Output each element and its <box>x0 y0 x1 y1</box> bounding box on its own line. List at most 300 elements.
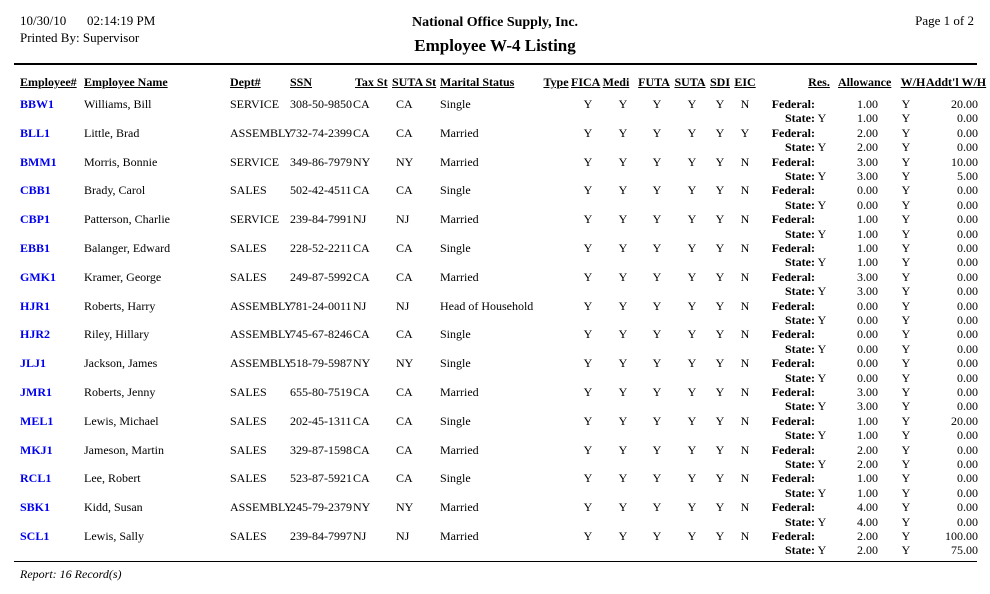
federal-wh-flag: Y <box>901 125 911 140</box>
state-label: State: <box>785 312 815 327</box>
ssn: 502-42-4511 <box>290 183 352 198</box>
state-wh-flag: Y <box>901 341 911 356</box>
eic-flag: N <box>740 240 750 255</box>
page-number: Page 1 of 2 <box>915 13 974 28</box>
employee-id-link[interactable]: BMM1 <box>20 154 57 169</box>
dept-number: SERVICE <box>230 212 280 227</box>
medi-flag: Y <box>618 298 628 313</box>
state-allowance: 2.00 <box>857 140 878 155</box>
employee-federal-line <box>0 155 990 169</box>
employee-name: Balanger, Edward <box>84 240 171 255</box>
state-label: State: <box>785 341 815 356</box>
federal-label: Federal: <box>771 384 815 399</box>
employee-record <box>0 155 990 184</box>
federal-allowance: 1.00 <box>857 97 878 111</box>
medi-flag: Y <box>618 528 628 543</box>
fica-flag: Y <box>583 500 593 515</box>
sdi-flag: Y <box>715 500 725 515</box>
state-allowance: 0.00 <box>857 370 878 385</box>
suta-flag: Y <box>687 500 697 515</box>
dept-number: ASSEMBLY <box>230 356 293 371</box>
medi-flag: Y <box>618 269 628 284</box>
sdi-flag: Y <box>715 212 725 227</box>
state-label: State: <box>785 111 815 126</box>
employee-name: Patterson, Charlie <box>84 212 170 227</box>
suta-state: CA <box>396 413 413 428</box>
employee-state-line <box>0 371 990 385</box>
marital-status: Married <box>440 500 479 515</box>
state-addtl-wh: 0.00 <box>957 226 978 241</box>
employee-state-line <box>0 313 990 327</box>
employee-name: Jackson, James <box>84 356 158 371</box>
column-header-row <box>0 75 990 92</box>
federal-addtl-wh: 0.00 <box>957 269 978 284</box>
col-header-addtl-wh: Addt'l W/H <box>926 75 987 89</box>
employee-federal-line <box>0 270 990 284</box>
federal-allowance: 2.00 <box>857 528 878 543</box>
col-header-type: Type <box>543 75 569 89</box>
state-res-flag: Y <box>817 399 827 414</box>
federal-allowance: 4.00 <box>857 500 878 515</box>
employee-id-link[interactable]: SBK1 <box>20 500 51 515</box>
federal-addtl-wh: 0.00 <box>957 240 978 255</box>
federal-label: Federal: <box>771 413 815 428</box>
footer-divider <box>14 561 977 562</box>
suta-state: NJ <box>396 528 410 543</box>
eic-flag: N <box>740 154 750 169</box>
futa-flag: Y <box>652 528 662 543</box>
state-addtl-wh: 0.00 <box>957 111 978 126</box>
eic-flag: N <box>740 384 750 399</box>
printed-by-label: Printed By: <box>20 30 80 45</box>
state-wh-flag: Y <box>901 255 911 270</box>
futa-flag: Y <box>652 97 662 111</box>
marital-status: Single <box>440 97 471 111</box>
fica-flag: Y <box>583 240 593 255</box>
marital-status: Single <box>440 471 471 486</box>
federal-wh-flag: Y <box>901 240 911 255</box>
dept-number: ASSEMBLY <box>230 327 293 342</box>
federal-allowance: 0.00 <box>857 298 878 313</box>
federal-allowance: 1.00 <box>857 240 878 255</box>
sdi-flag: Y <box>715 442 725 457</box>
medi-flag: Y <box>618 183 628 198</box>
state-addtl-wh: 75.00 <box>951 543 978 558</box>
state-addtl-wh: 0.00 <box>957 485 978 500</box>
federal-label: Federal: <box>771 183 815 198</box>
state-wh-flag: Y <box>901 399 911 414</box>
eic-flag: N <box>740 327 750 342</box>
state-allowance: 0.00 <box>857 312 878 327</box>
federal-wh-flag: Y <box>901 500 911 515</box>
suta-state: CA <box>396 97 413 111</box>
employee-federal-line <box>0 356 990 370</box>
state-allowance: 0.00 <box>857 197 878 212</box>
federal-wh-flag: Y <box>901 269 911 284</box>
employee-record <box>0 529 990 558</box>
employee-name: Roberts, Jenny <box>84 384 156 399</box>
employee-federal-line <box>0 212 990 226</box>
state-allowance: 0.00 <box>857 341 878 356</box>
state-label: State: <box>785 140 815 155</box>
employee-state-line <box>0 428 990 442</box>
fica-flag: Y <box>583 125 593 140</box>
suta-flag: Y <box>687 528 697 543</box>
ssn: 239-84-7991 <box>290 212 352 227</box>
suta-state: CA <box>396 442 413 457</box>
employee-federal-line <box>0 241 990 255</box>
federal-addtl-wh: 0.00 <box>957 384 978 399</box>
suta-flag: Y <box>687 298 697 313</box>
federal-addtl-wh: 10.00 <box>951 154 978 169</box>
state-label: State: <box>785 226 815 241</box>
marital-status: Single <box>440 327 471 342</box>
ssn: 329-87-1598 <box>290 442 352 457</box>
employee-name: Riley, Hillary <box>84 327 150 342</box>
federal-wh-flag: Y <box>901 154 911 169</box>
state-allowance: 1.00 <box>857 428 878 443</box>
report-rows <box>0 97 990 558</box>
eic-flag: N <box>740 356 750 371</box>
federal-wh-flag: Y <box>901 97 911 111</box>
federal-label: Federal: <box>771 528 815 543</box>
employee-id-link[interactable]: JMR1 <box>20 384 52 399</box>
state-wh-flag: Y <box>901 111 911 126</box>
employee-name: Lee, Robert <box>84 471 141 486</box>
state-label: State: <box>785 485 815 500</box>
col-header-marital-status: Marital Status <box>440 75 515 89</box>
employee-record <box>0 183 990 212</box>
employee-federal-line <box>0 97 990 111</box>
federal-addtl-wh: 0.00 <box>957 356 978 371</box>
employee-federal-line <box>0 529 990 543</box>
employee-state-line <box>0 457 990 471</box>
col-header-dept-number: Dept# <box>230 75 261 89</box>
federal-wh-flag: Y <box>901 471 911 486</box>
fica-flag: Y <box>583 528 593 543</box>
suta-flag: Y <box>687 442 697 457</box>
state-res-flag: Y <box>817 312 827 327</box>
employee-federal-line <box>0 443 990 457</box>
medi-flag: Y <box>618 97 628 111</box>
report-title: Employee W-4 Listing <box>414 36 576 55</box>
employee-id-link[interactable]: JLJ1 <box>20 356 47 371</box>
tax-state: NJ <box>353 528 367 543</box>
state-res-flag: Y <box>817 428 827 443</box>
fica-flag: Y <box>583 356 593 371</box>
federal-allowance: 3.00 <box>857 269 878 284</box>
federal-allowance: 0.00 <box>857 327 878 342</box>
suta-state: CA <box>396 327 413 342</box>
federal-wh-flag: Y <box>901 183 911 198</box>
state-allowance: 1.00 <box>857 111 878 126</box>
state-res-flag: Y <box>817 255 827 270</box>
federal-wh-flag: Y <box>901 528 911 543</box>
sdi-flag: Y <box>715 183 725 198</box>
col-header-res: Res. <box>808 75 830 89</box>
employee-record <box>0 126 990 155</box>
suta-flag: Y <box>687 154 697 169</box>
col-header-suta-state: SUTA St <box>392 75 437 89</box>
federal-allowance: 3.00 <box>857 154 878 169</box>
suta-flag: Y <box>687 327 697 342</box>
tax-state: CA <box>353 471 370 486</box>
eic-flag: N <box>740 442 750 457</box>
employee-federal-line <box>0 385 990 399</box>
ssn: 308-50-9850 <box>290 97 352 111</box>
fica-flag: Y <box>583 298 593 313</box>
dept-number: SALES <box>230 442 267 457</box>
employee-id-link[interactable]: CBP1 <box>20 212 50 227</box>
futa-flag: Y <box>652 471 662 486</box>
federal-wh-flag: Y <box>901 356 911 371</box>
federal-label: Federal: <box>771 500 815 515</box>
employee-federal-line <box>0 471 990 485</box>
dept-number: SALES <box>230 413 267 428</box>
federal-addtl-wh: 0.00 <box>957 471 978 486</box>
federal-addtl-wh: 100.00 <box>945 528 978 543</box>
dept-number: SALES <box>230 183 267 198</box>
dept-number: ASSEMBLY <box>230 298 293 313</box>
employee-id-link[interactable]: HJR2 <box>20 327 50 342</box>
sdi-flag: Y <box>715 269 725 284</box>
medi-flag: Y <box>618 413 628 428</box>
futa-flag: Y <box>652 183 662 198</box>
federal-wh-flag: Y <box>901 327 911 342</box>
employee-state-line <box>0 227 990 241</box>
state-wh-flag: Y <box>901 226 911 241</box>
federal-addtl-wh: 0.00 <box>957 183 978 198</box>
state-res-flag: Y <box>817 226 827 241</box>
employee-record <box>0 356 990 385</box>
report-date: 10/30/10 <box>20 13 67 28</box>
state-label: State: <box>785 428 815 443</box>
col-header-ssn: SSN <box>290 75 313 89</box>
sdi-flag: Y <box>715 154 725 169</box>
futa-flag: Y <box>652 442 662 457</box>
marital-status: Single <box>440 183 471 198</box>
state-wh-flag: Y <box>901 428 911 443</box>
suta-flag: Y <box>687 212 697 227</box>
ssn: 245-79-2379 <box>290 500 352 515</box>
employee-state-line <box>0 515 990 529</box>
state-allowance: 2.00 <box>857 456 878 471</box>
state-allowance: 2.00 <box>857 543 878 558</box>
state-label: State: <box>785 168 815 183</box>
state-res-flag: Y <box>817 456 827 471</box>
state-res-flag: Y <box>817 140 827 155</box>
medi-flag: Y <box>618 154 628 169</box>
employee-id-link[interactable]: GMK1 <box>20 269 56 284</box>
sdi-flag: Y <box>715 240 725 255</box>
state-res-flag: Y <box>817 514 827 529</box>
state-wh-flag: Y <box>901 197 911 212</box>
marital-status: Married <box>440 269 479 284</box>
marital-status: Head of Household <box>440 298 534 313</box>
state-label: State: <box>785 255 815 270</box>
employee-id-link[interactable]: CBB1 <box>20 183 51 198</box>
employee-record <box>0 471 990 500</box>
medi-flag: Y <box>618 240 628 255</box>
federal-label: Federal: <box>771 154 815 169</box>
employee-federal-line <box>0 126 990 140</box>
federal-addtl-wh: 0.00 <box>957 327 978 342</box>
state-res-flag: Y <box>817 543 827 558</box>
federal-label: Federal: <box>771 212 815 227</box>
state-wh-flag: Y <box>901 140 911 155</box>
state-wh-flag: Y <box>901 168 911 183</box>
employee-name: Morris, Bonnie <box>84 154 158 169</box>
eic-flag: Y <box>740 125 750 140</box>
fica-flag: Y <box>583 212 593 227</box>
col-header-tax-state: Tax St <box>355 75 388 89</box>
marital-status: Single <box>440 413 471 428</box>
medi-flag: Y <box>618 384 628 399</box>
suta-flag: Y <box>687 125 697 140</box>
ssn: 523-87-5921 <box>290 471 352 486</box>
tax-state: CA <box>353 183 370 198</box>
state-label: State: <box>785 543 815 558</box>
suta-state: CA <box>396 240 413 255</box>
employee-state-line <box>0 486 990 500</box>
federal-label: Federal: <box>771 442 815 457</box>
col-header-sdi: SDI <box>709 75 730 89</box>
federal-addtl-wh: 0.00 <box>957 125 978 140</box>
employee-id-link[interactable]: SCL1 <box>20 528 50 543</box>
sdi-flag: Y <box>715 356 725 371</box>
employee-id-link[interactable]: MKJ1 <box>20 442 53 457</box>
ssn: 655-80-7519 <box>290 384 352 399</box>
fica-flag: Y <box>583 384 593 399</box>
state-res-flag: Y <box>817 111 827 126</box>
eic-flag: N <box>740 97 750 111</box>
suta-state: CA <box>396 384 413 399</box>
employee-id-link[interactable]: BLL1 <box>20 125 51 140</box>
suta-flag: Y <box>687 356 697 371</box>
tax-state: CA <box>353 97 370 111</box>
state-allowance: 3.00 <box>857 284 878 299</box>
employee-id-link[interactable]: HJR1 <box>20 298 50 313</box>
fica-flag: Y <box>583 471 593 486</box>
employee-state-line <box>0 342 990 356</box>
state-addtl-wh: 0.00 <box>957 456 978 471</box>
fica-flag: Y <box>583 269 593 284</box>
employee-id-link[interactable]: BBW1 <box>20 97 55 111</box>
employee-name: Little, Brad <box>84 125 140 140</box>
dept-number: ASSEMBLY <box>230 125 293 140</box>
employee-record <box>0 327 990 356</box>
tax-state: NY <box>353 500 371 515</box>
suta-state: CA <box>396 125 413 140</box>
state-allowance: 1.00 <box>857 255 878 270</box>
eic-flag: N <box>740 413 750 428</box>
employee-name: Roberts, Harry <box>84 298 156 313</box>
employee-federal-line <box>0 414 990 428</box>
medi-flag: Y <box>618 471 628 486</box>
federal-addtl-wh: 20.00 <box>951 413 978 428</box>
dept-number: SALES <box>230 528 267 543</box>
state-addtl-wh: 0.00 <box>957 428 978 443</box>
suta-flag: Y <box>687 97 697 111</box>
suta-state: CA <box>396 471 413 486</box>
state-addtl-wh: 0.00 <box>957 341 978 356</box>
state-label: State: <box>785 399 815 414</box>
employee-state-line <box>0 284 990 298</box>
state-allowance: 1.00 <box>857 226 878 241</box>
state-addtl-wh: 0.00 <box>957 399 978 414</box>
employee-id-link[interactable]: MEL1 <box>20 413 54 428</box>
fica-flag: Y <box>583 327 593 342</box>
employee-federal-line <box>0 500 990 514</box>
sdi-flag: Y <box>715 125 725 140</box>
record-count: Report: 16 Record(s) <box>20 567 122 581</box>
employee-federal-line <box>0 299 990 313</box>
ssn: 732-74-2399 <box>290 125 352 140</box>
state-label: State: <box>785 456 815 471</box>
tax-state: NY <box>353 154 371 169</box>
employee-id-link[interactable]: RCL1 <box>20 471 52 486</box>
federal-allowance: 1.00 <box>857 413 878 428</box>
employee-record <box>0 212 990 241</box>
suta-state: CA <box>396 183 413 198</box>
tax-state: CA <box>353 125 370 140</box>
sdi-flag: Y <box>715 327 725 342</box>
header-divider <box>14 63 977 65</box>
employee-record <box>0 270 990 299</box>
eic-flag: N <box>740 269 750 284</box>
tax-state: CA <box>353 269 370 284</box>
state-wh-flag: Y <box>901 312 911 327</box>
tax-state: CA <box>353 384 370 399</box>
federal-label: Federal: <box>771 471 815 486</box>
federal-wh-flag: Y <box>901 413 911 428</box>
suta-state: CA <box>396 269 413 284</box>
suta-state: NY <box>396 356 414 371</box>
state-allowance: 3.00 <box>857 168 878 183</box>
report-time: 02:14:19 PM <box>87 13 156 28</box>
ssn: 745-67-8246 <box>290 327 352 342</box>
employee-state-line <box>0 169 990 183</box>
ssn: 781-24-0011 <box>290 298 352 313</box>
futa-flag: Y <box>652 240 662 255</box>
dept-number: SALES <box>230 240 267 255</box>
employee-record <box>0 97 990 126</box>
suta-flag: Y <box>687 413 697 428</box>
federal-label: Federal: <box>771 298 815 313</box>
employee-name: Lewis, Michael <box>84 413 159 428</box>
federal-addtl-wh: 0.00 <box>957 298 978 313</box>
employee-name: Williams, Bill <box>84 97 152 111</box>
company-name: National Office Supply, Inc. <box>411 15 579 30</box>
sdi-flag: Y <box>715 384 725 399</box>
col-header-employee-number: Employee# <box>20 75 77 89</box>
employee-name: Jameson, Martin <box>84 442 164 457</box>
futa-flag: Y <box>652 384 662 399</box>
tax-state: NJ <box>353 298 367 313</box>
employee-record <box>0 500 990 529</box>
state-addtl-wh: 0.00 <box>957 514 978 529</box>
federal-allowance: 2.00 <box>857 125 878 140</box>
eic-flag: N <box>740 500 750 515</box>
medi-flag: Y <box>618 500 628 515</box>
tax-state: NJ <box>353 212 367 227</box>
futa-flag: Y <box>652 212 662 227</box>
marital-status: Single <box>440 356 471 371</box>
employee-id-link[interactable]: EBB1 <box>20 240 51 255</box>
col-header-allowance: Allowance <box>838 75 892 89</box>
state-res-flag: Y <box>817 485 827 500</box>
sdi-flag: Y <box>715 97 725 111</box>
